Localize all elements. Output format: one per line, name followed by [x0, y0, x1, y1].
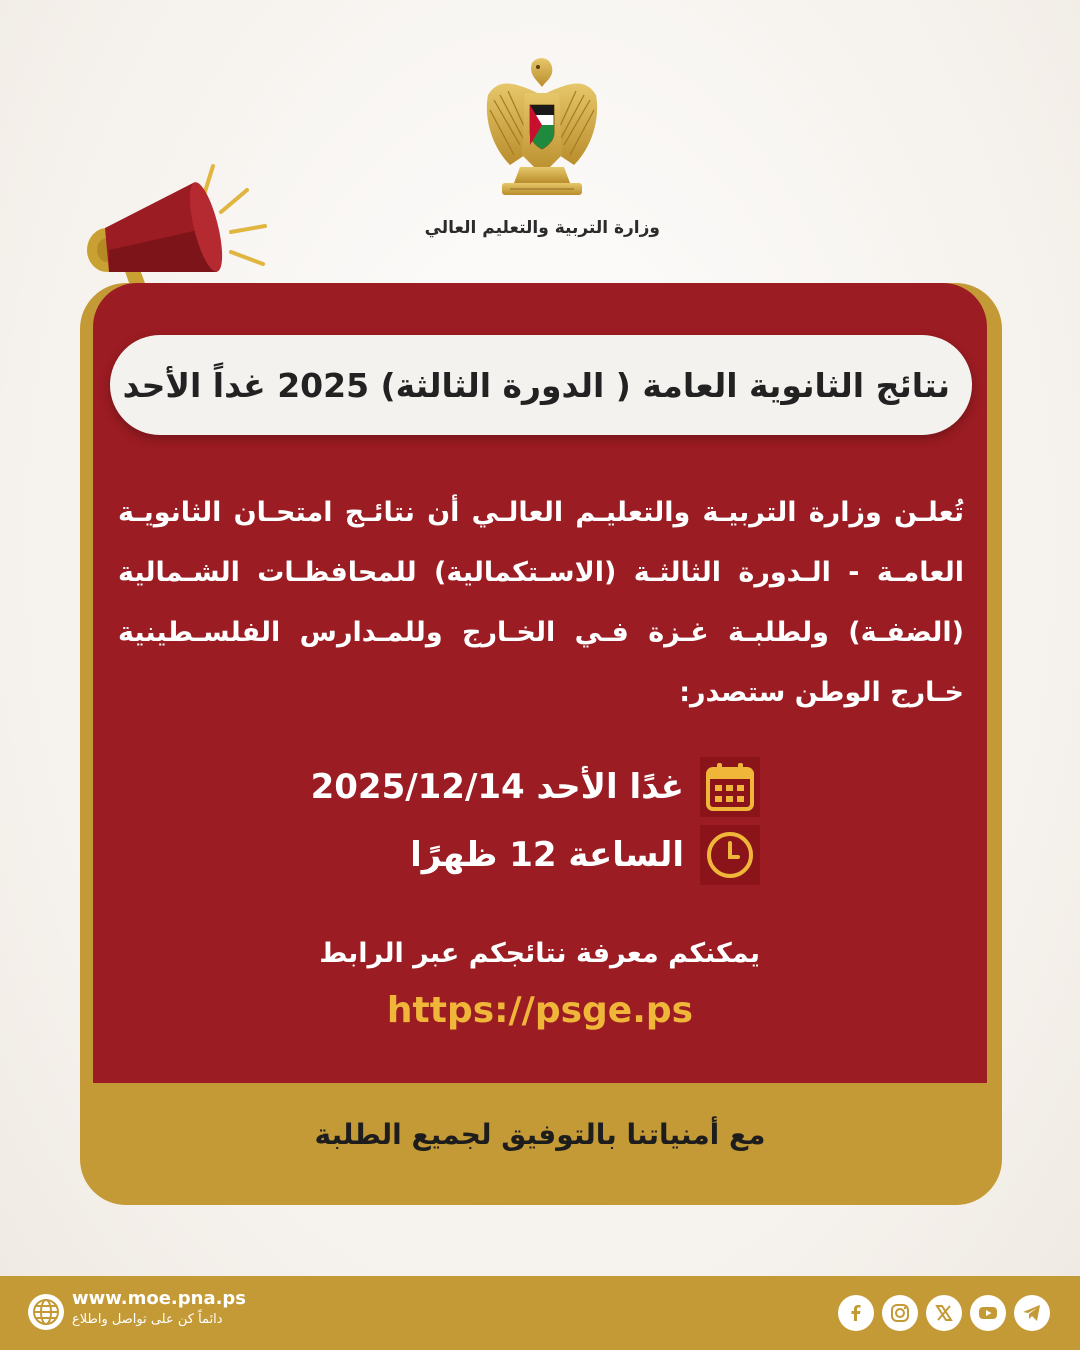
- globe-icon: [26, 1292, 66, 1332]
- instagram-icon[interactable]: [882, 1295, 918, 1331]
- announcement-text: تُعلـن وزارة التربيـة والتعليـم العالـي أن نتائـج امتحـان الثانويـة العامـة - الـدورة الثالثـة (الاسـتكمالية) للمحافظـات الشـمالية (الضفـة) ولطلبـة غـزة فـي الخـارج وللمـدارس الفلسـطينية خـارج الوطن ستصدر:: [118, 497, 964, 708]
- footer-slogan: دائماً كن على تواصل واطلاع: [72, 1312, 223, 1327]
- time-text: الساعة 12 ظهرًا: [410, 835, 684, 875]
- page-title: نتائج الثانوية العامة ( الدورة الثالثة) 2025 غداً الأحد: [122, 365, 950, 405]
- date-text: غدًا الأحد 2025/12/14: [310, 767, 684, 807]
- title-banner: [110, 335, 972, 435]
- date-row: [300, 757, 760, 817]
- telegram-icon[interactable]: [1014, 1295, 1050, 1331]
- time-row: [300, 825, 760, 885]
- x-icon[interactable]: [926, 1295, 962, 1331]
- link-label: يمكنكم معرفة نتائجكم عبر الرابط: [319, 938, 760, 969]
- clock-icon: [700, 825, 760, 885]
- palestine-eagle-emblem: [480, 55, 604, 210]
- calendar-icon: [700, 757, 760, 817]
- youtube-icon[interactable]: [970, 1295, 1006, 1331]
- facebook-icon[interactable]: [838, 1295, 874, 1331]
- website-link[interactable]: www.moe.pna.ps: [72, 1288, 247, 1309]
- results-link[interactable]: https://psge.ps: [386, 990, 694, 1031]
- ministry-name: وزارة التربية والتعليم العالي: [424, 218, 660, 238]
- social-links: [838, 1295, 1050, 1331]
- wishes-text: مع أمنياتنا بالتوفيق لجميع الطلبة: [314, 1118, 766, 1151]
